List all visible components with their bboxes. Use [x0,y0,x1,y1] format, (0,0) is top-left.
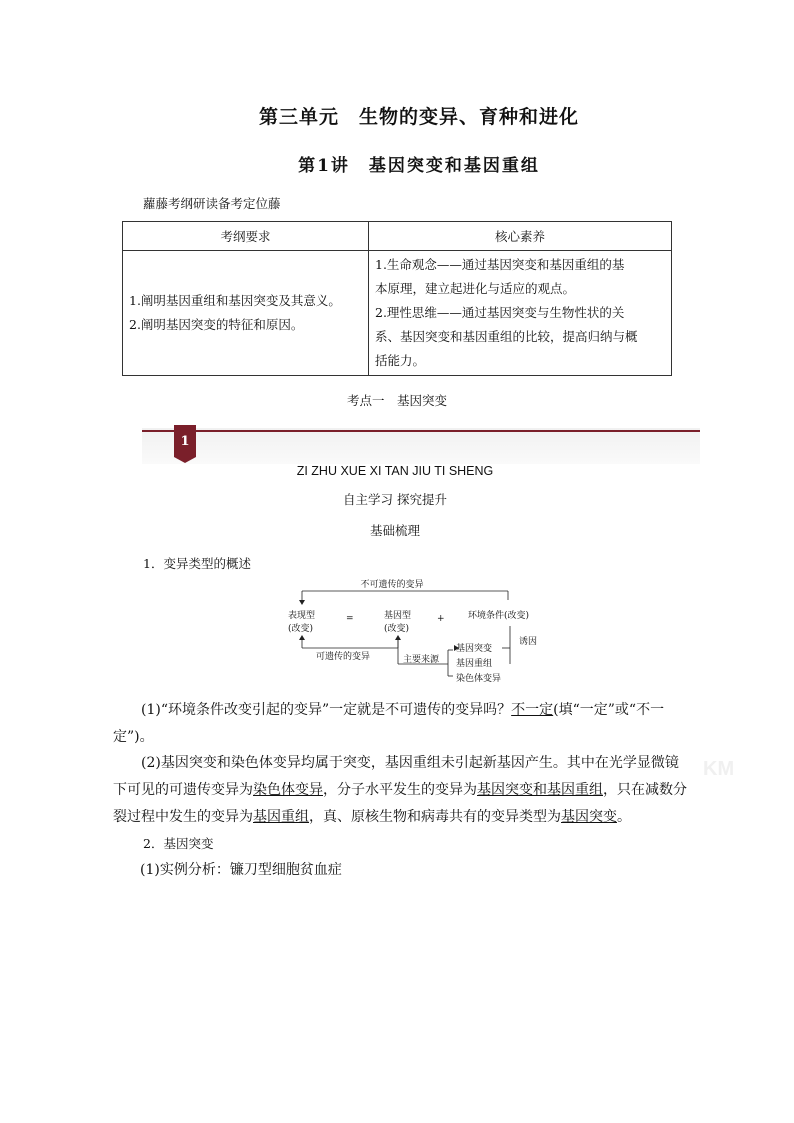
para1-text: (1)“环境条件改变引起的变异”一定就是不可遗传的变异吗？ [141,702,512,718]
diagram-environment: 环境条件(改变) [468,611,530,621]
diagram-genotype-change: (改变) [384,624,410,634]
diagram-induce: 诱因 [519,637,538,647]
diagram-equals: = [346,614,354,624]
requirements-cell [123,251,369,376]
diagram-genotype: 基因型 [384,611,412,621]
para2-text-4: ，真、原核生物和病毒共有的变异类型为 [309,809,561,825]
heading-variation-types: 1．变异类型的概述 [143,556,251,571]
question-paragraph-2 [113,750,687,831]
requirement-line: 1.阐明基因重组和基因突变及其意义。 [129,293,341,308]
para2-answer-2: 基因突变和基因重组 [477,782,603,798]
diagram-source-gene-mutation: 基因突变 [456,644,493,654]
watermark: KM [703,758,735,780]
para2-text-1: (2)基因突变和染色体变异均属于突变，基因重组未引起新基因产生。其中在光学显微镜下可见的可遗传变异为 [113,755,679,798]
badge-number: 1 [180,434,190,449]
pinyin-heading: ZI ZHU XUE XI TAN JIU TI SHENG [296,464,494,478]
variation-diagram [280,578,580,690]
competency-line: 括能力。 [375,353,426,368]
study-heading: 自主学习 探究提升 [343,492,447,507]
banner-badge [174,425,196,463]
question-paragraph-1 [113,697,687,751]
kaodian-heading: 考点一 基因突变 [346,393,447,408]
heading-gene-mutation: 2．基因突变 [143,836,214,851]
para1-answer: 不一定 [511,702,554,718]
requirements-table [122,221,672,376]
competency-line: 2.理性思维——通过基因突变与生物性状的关 [375,305,625,320]
competency-line: 1.生命观念——通过基因突变和基因重组的基 [375,257,625,272]
competency-line: 本原理，建立起进化与适应的观点。 [375,281,576,296]
para2-answer-3: 基因重组 [253,809,309,825]
diagram-source-chromosome-variation: 染色体变异 [456,674,502,684]
table-header-requirements: 考纲要求 [123,222,369,251]
diagram-phenotype: 表现型 [288,611,316,621]
basics-heading: 基础梳理 [369,523,420,538]
competencies-cell [369,251,672,376]
competency-line: 系、基因突变和基因重组的比较，提高归纳与概 [375,329,638,344]
lesson-title: 第1讲 基因突变和基因重组 [298,156,540,176]
section-banner [142,428,700,464]
diagram-non-heritable: 不可遗传的变异 [360,580,424,590]
example-paragraph: (1)实例分析：镰刀型细胞贫血症 [140,862,342,878]
banner-rule [142,430,700,432]
para2-text-3: ，只在减数分裂过程中发生的变异为 [113,782,687,825]
diagram-heritable: 可遗传的变异 [316,652,371,662]
para2-text-2: ，分子水平发生的变异为 [323,782,477,798]
diagram-plus: + [437,614,445,624]
diagram-phenotype-change: (改变) [288,624,314,634]
para2-answer-1: 染色体变异 [253,782,323,798]
para2-answer-4: 基因突变 [561,809,617,825]
para1-text-end: (填“一定”或“不一定”)。 [113,702,665,745]
diagram-source-gene-recombination: 基因重组 [456,659,493,669]
para2-text-5: 。 [617,809,631,825]
unit-title: 第三单元 生物的变异、育种和进化 [258,106,579,128]
diagram-main-source: 主要来源 [403,655,440,665]
section-label: 蘿藤考纲研读备考定位藤 [143,196,281,211]
table-header-competencies: 核心素养 [369,222,672,251]
requirement-line: 2.阐明基因突变的特征和原因。 [129,317,304,332]
